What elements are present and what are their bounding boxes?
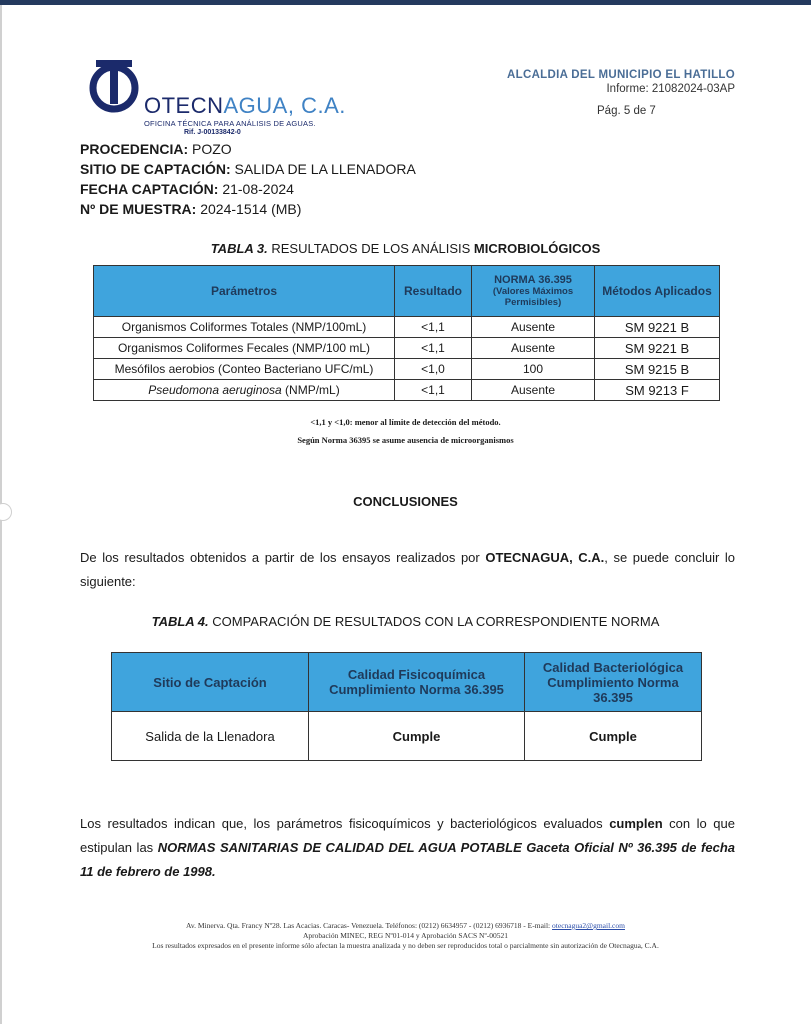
header-fisicoquimica: Calidad Fisicoquímica Cumplimiento Norma 36.395 (309, 653, 525, 712)
conclusiones-title: CONCLUSIONES (353, 494, 458, 509)
table3-title: TABLA 3. RESULTADOS DE LOS ANÁLISIS MICROBIOLÓGICOS (210, 241, 601, 256)
top-bar (0, 0, 811, 5)
page-footer (0, 921, 811, 951)
sitio-line: SITIO DE CAPTACIÓN: SALIDA DE LA LLENADORA (80, 161, 416, 177)
page-number: Pág. 5 de 7 (597, 105, 656, 117)
header-resultado: Resultado (395, 266, 472, 317)
detection-limit-note: <1,1 y <1,0: menor al límite de detección del método. (310, 417, 501, 427)
sample-info (80, 139, 416, 219)
table-row: Mesófilos aerobios (Conteo Bacteriano UFC/mL) <1,0 100 SM 9215 B (94, 359, 720, 380)
footer-email-link[interactable]: otecnagua2@gmail.com (552, 921, 625, 930)
informe-number: Informe: 21082024-03AP (606, 83, 735, 95)
table-row: Organismos Coliformes Fecales (NMP/100 mL) <1,1 Ausente SM 9221 B (94, 338, 720, 359)
result-paragraph: Los resultados indican que, los parámetros fisicoquímicos y bacteriológicos evaluados cumplen con lo que estipulan las NORMAS SANITARIAS DE CALIDAD DEL AGUA POTABLE Gaceta Oficial Nº 36.395 de fecha 11 de febrero de 1998. (80, 816, 736, 879)
table-header-row (94, 266, 720, 317)
header-right (507, 69, 735, 95)
comparison-table (111, 652, 702, 761)
header-norma: NORMA 36.395 (Valores Máximos Permisibles) (472, 266, 595, 317)
alcaldia-title: ALCALDIA DEL MUNICIPIO EL HATILLO (507, 69, 735, 81)
logo-name: OTECNAGUA, C.A. (144, 93, 346, 118)
muestra-line: Nº DE MUESTRA: 2024-1514 (MB) (80, 201, 302, 217)
procedencia-line: PROCEDENCIA: POZO (80, 141, 232, 157)
logo-subtitle: OFICINA TÉCNICA PARA ANÁLISIS DE AGUAS. (144, 119, 316, 128)
logo-rif: Rif. J-00133842-0 (184, 129, 241, 136)
otecnagua-logo-icon (88, 55, 144, 115)
microbiological-results-table (93, 265, 720, 401)
header-parametros: Parámetros (94, 266, 395, 317)
table4-title: TABLA 4. COMPARACIÓN DE RESULTADOS CON LA CORRESPONDIENTE NORMA (151, 614, 660, 629)
company-logo (88, 55, 348, 145)
header-sitio: Sitio de Captación (112, 653, 309, 712)
footer-disclaimer: Los resultados expresados en el presente informe sólo afectan la muestra analizada y no deben ser reproducidos total o parcialmente sin autorización de Otecnagua, C.A. (152, 941, 659, 950)
fecha-line: FECHA CAPTACIÓN: 21-08-2024 (80, 181, 294, 197)
footer-address: Av. Minerva. Qta. Francy Nº28. Las Acacias. Caracas- Venezuela. Teléfonos: (0212) 6634957 - (0212) 6936718 - E-mail: otecnagua2@gmail.com (186, 921, 625, 930)
table-header-row (112, 653, 702, 712)
header-metodos: Métodos Aplicados (595, 266, 720, 317)
table-row: Salida de la Llenadora Cumple Cumple (112, 712, 702, 761)
header-bacteriologica: Calidad Bacteriológica Cumplimiento Norma 36.395 (525, 653, 702, 712)
footer-approval: Aprobación MINEC, REG Nº01-014 y Aprobación SACS Nº-00521 (302, 931, 509, 940)
norm-note: Según Norma 36395 se asume ausencia de microorganismos (297, 435, 514, 445)
conclusion-paragraph: De los resultados obtenidos a partir de los ensayos realizados por OTECNAGUA, C.A., se puede concluir lo siguiente: (80, 550, 736, 589)
table-row: Organismos Coliformes Totales (NMP/100mL) <1,1 Ausente SM 9221 B (94, 317, 720, 338)
table-row: Pseudomona aeruginosa (NMP/mL) <1,1 Ausente SM 9213 F (94, 380, 720, 401)
